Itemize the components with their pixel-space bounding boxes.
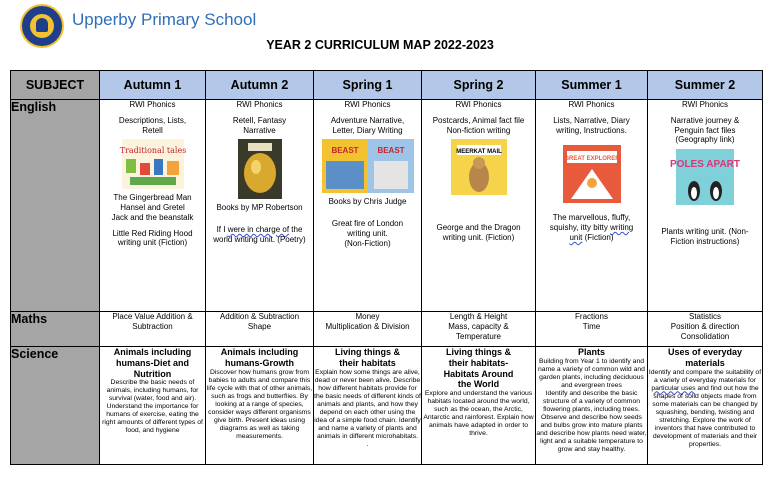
row-label-english: English (11, 100, 100, 312)
writing-unit-text: writing unit (Fiction) (117, 238, 188, 248)
chris-judge-books-image (322, 139, 414, 193)
science-row (11, 347, 763, 465)
book-cover-title: POLES APART (669, 159, 741, 170)
genre-text: Lists, Narrative, Diary (553, 115, 630, 125)
genre-text: Letter, Diary Writing (332, 125, 403, 135)
maths-spring-2: Length & Height Mass, capacity & Temperature (422, 312, 536, 347)
science-topic-heading: Animals including humans-Growth (220, 347, 299, 368)
col-header-summer-1: Summer 1 (536, 71, 648, 100)
maths-autumn-1: Place Value Addition & Subtraction (100, 312, 206, 347)
writing-unit-text: writing unit. (Fiction) (442, 233, 515, 242)
writing-unit-text: writing unit. (347, 228, 388, 238)
col-header-spring-1: Spring 1 (314, 71, 422, 100)
science-description: Building from Year 1 to identify and name a variety of common wild and garden plants, including deciduous and evergreen trees (538, 357, 645, 389)
science-description: Identify and describe the basic structure of a variety of common flowering plants, including trees. (542, 389, 641, 413)
writing-unit-text: unit (Fiction) (569, 232, 614, 242)
row-label-maths: Maths (11, 312, 100, 347)
writing-unit-text: world writing unit. (Poetry) (213, 234, 306, 244)
col-header-autumn-1: Autumn 1 (100, 71, 206, 100)
science-description: Discover how humans grow from babies to adults and compare this life cycle with that of other animals, such as frogs and butterflies. By looking at a range of species, consider ways different organisms give birth. Present ideas using diagrams as well as taking measurements. (206, 368, 313, 440)
english-autumn-2 (206, 100, 314, 312)
phonics-text: RWI Phonics (568, 100, 615, 109)
book-cover-title: MEERKAT MAIL (455, 149, 502, 156)
col-header-spring-2: Spring 2 (422, 71, 536, 100)
writing-unit-text: Little Red Riding Hood (112, 228, 193, 238)
science-topic-heading: Plants (577, 347, 605, 357)
english-spring-2 (422, 100, 536, 312)
book-text: The Gingerbread Man (113, 193, 192, 203)
science-topic-heading: Living things & their habitats- Habitats Around the World (443, 347, 514, 390)
phonics-text: RWI Phonics (455, 100, 502, 109)
col-header-autumn-2: Autumn 2 (206, 71, 314, 100)
science-summer-2 (648, 347, 763, 465)
col-header-subject: SUBJECT (11, 71, 100, 100)
maths-summer-2: Statistics Position & direction Consolidation (648, 312, 763, 347)
maths-autumn-2: Addition & Subtraction Shape (206, 312, 314, 347)
row-label-science: Science (11, 347, 100, 465)
traditional-tales-book-image (119, 139, 186, 189)
writing-unit-text: (Non-Fiction) (344, 238, 391, 248)
english-summer-2 (648, 100, 763, 312)
phonics-text: RWI Phonics (236, 100, 283, 109)
writing-unit-text: Great fire of London (331, 219, 404, 228)
school-name: Upperby Primary School (72, 10, 257, 29)
genre-text: Penguin fact files (674, 125, 736, 135)
maths-spring-1: Money Multiplication & Division (314, 312, 422, 347)
curriculum-table (10, 70, 763, 465)
phonics-text: RWI Phonics (681, 100, 729, 109)
maths-row (11, 312, 763, 347)
science-description: Describe the basic needs of animals, including humans, for survival (water, food and air). Understand the importance for humans of exercise, eating the right amounts of different types of food, and hygiene (102, 379, 203, 435)
english-autumn-1 (100, 100, 206, 312)
logo-children-icon (36, 18, 48, 32)
science-autumn-2 (206, 347, 314, 465)
writing-unit-text: The marvellous, fluffy, (552, 213, 631, 223)
english-summer-1 (536, 100, 648, 312)
genre-text: writing, Instructions. (556, 125, 627, 135)
book-cover-title: BEAST (376, 146, 405, 156)
book-cover-title: Traditional tales (119, 146, 186, 156)
science-description: Observe and describe how seeds and bulbs grow into mature plants and describe how plants need water, light and a suitable temperature to grow and stay healthy. (536, 413, 647, 453)
document-title: YEAR 2 CURRICULUM MAP 2022-2023 (266, 38, 494, 52)
book-cover-title: BEAST (330, 146, 359, 156)
book-text: Books by Chris Judge (328, 197, 407, 207)
science-topic-heading: Living things & their habitats (335, 347, 400, 368)
phonics-text: RWI Phonics (344, 100, 391, 109)
great-explorer-book-image (563, 145, 621, 203)
book-cover-title: GREAT EXPLORER (563, 156, 620, 163)
writing-unit-text: squishy, itty bitty writing (549, 223, 634, 232)
col-header-summer-2: Summer 2 (648, 71, 763, 100)
header-row (11, 71, 763, 100)
genre-text: (Geography link) (675, 135, 735, 145)
science-topic-heading: Uses of everyday materials (667, 347, 743, 368)
science-spring-2 (422, 347, 536, 465)
genre-text: Descriptions, Lists, (118, 115, 187, 125)
meerkat-mail-book-image (451, 139, 507, 195)
book-text: Jack and the beanstalk (111, 212, 194, 222)
phonics-text: RWI Phonics (129, 100, 176, 109)
genre-text: Postcards, Animal fact file (432, 115, 525, 125)
science-description: Explore and understand the various habitats located around the world, such as the ocean, the Arctic, Antarctic and rainforest. Explain how animals have adapted in order to thrive. (423, 390, 534, 438)
science-topic-heading: Animals including humans-Diet and Nutrition (113, 347, 192, 379)
genre-text: Adventure Narrative, (330, 115, 405, 125)
science-description: Identify and compare the suitability of a variety of everyday materials for particular uses and find out how the shapes of solid objects made from some materials can be changed by squashing, bending, twisting and stretching. Explore the work of inventors that have contributed to development of materials and their properties. (648, 368, 762, 448)
science-summer-1 (536, 347, 648, 465)
english-spring-1 (314, 100, 422, 312)
maths-summer-1: Fractions Time (536, 312, 648, 347)
mp-robertson-book-image (238, 139, 282, 199)
book-text: Hansel and Gretel (120, 203, 185, 212)
book-text: Books by MP Robertson (216, 203, 303, 213)
writing-unit-text: If I were in charge of the (216, 225, 303, 234)
genre-text: Retell, Fantasy (232, 115, 287, 125)
poles-apart-book-image (669, 149, 741, 205)
genre-text: Non-fiction writing (446, 125, 511, 135)
writing-unit-text: Fiction instructions) (670, 236, 740, 246)
genre-text: Retell (142, 125, 163, 135)
genre-text: Narrative (243, 125, 276, 135)
science-spring-1 (314, 347, 422, 465)
genre-text: Narrative journey & (670, 115, 740, 125)
science-description: Explain how some things are alive, dead or never been alive. Describe how different habitats provide for the basic needs of different kinds of animals and plants, and how they depend on each other using the idea of a simple food chain. Identify and name a variety of plants and animals in different microhabitats. (314, 368, 421, 440)
science-autumn-1 (100, 347, 206, 465)
writing-unit-text: George and the Dragon (436, 223, 521, 233)
science-description: . (366, 440, 369, 448)
english-row (11, 100, 763, 312)
writing-unit-text: Plants writing unit. (Non- (661, 227, 749, 236)
